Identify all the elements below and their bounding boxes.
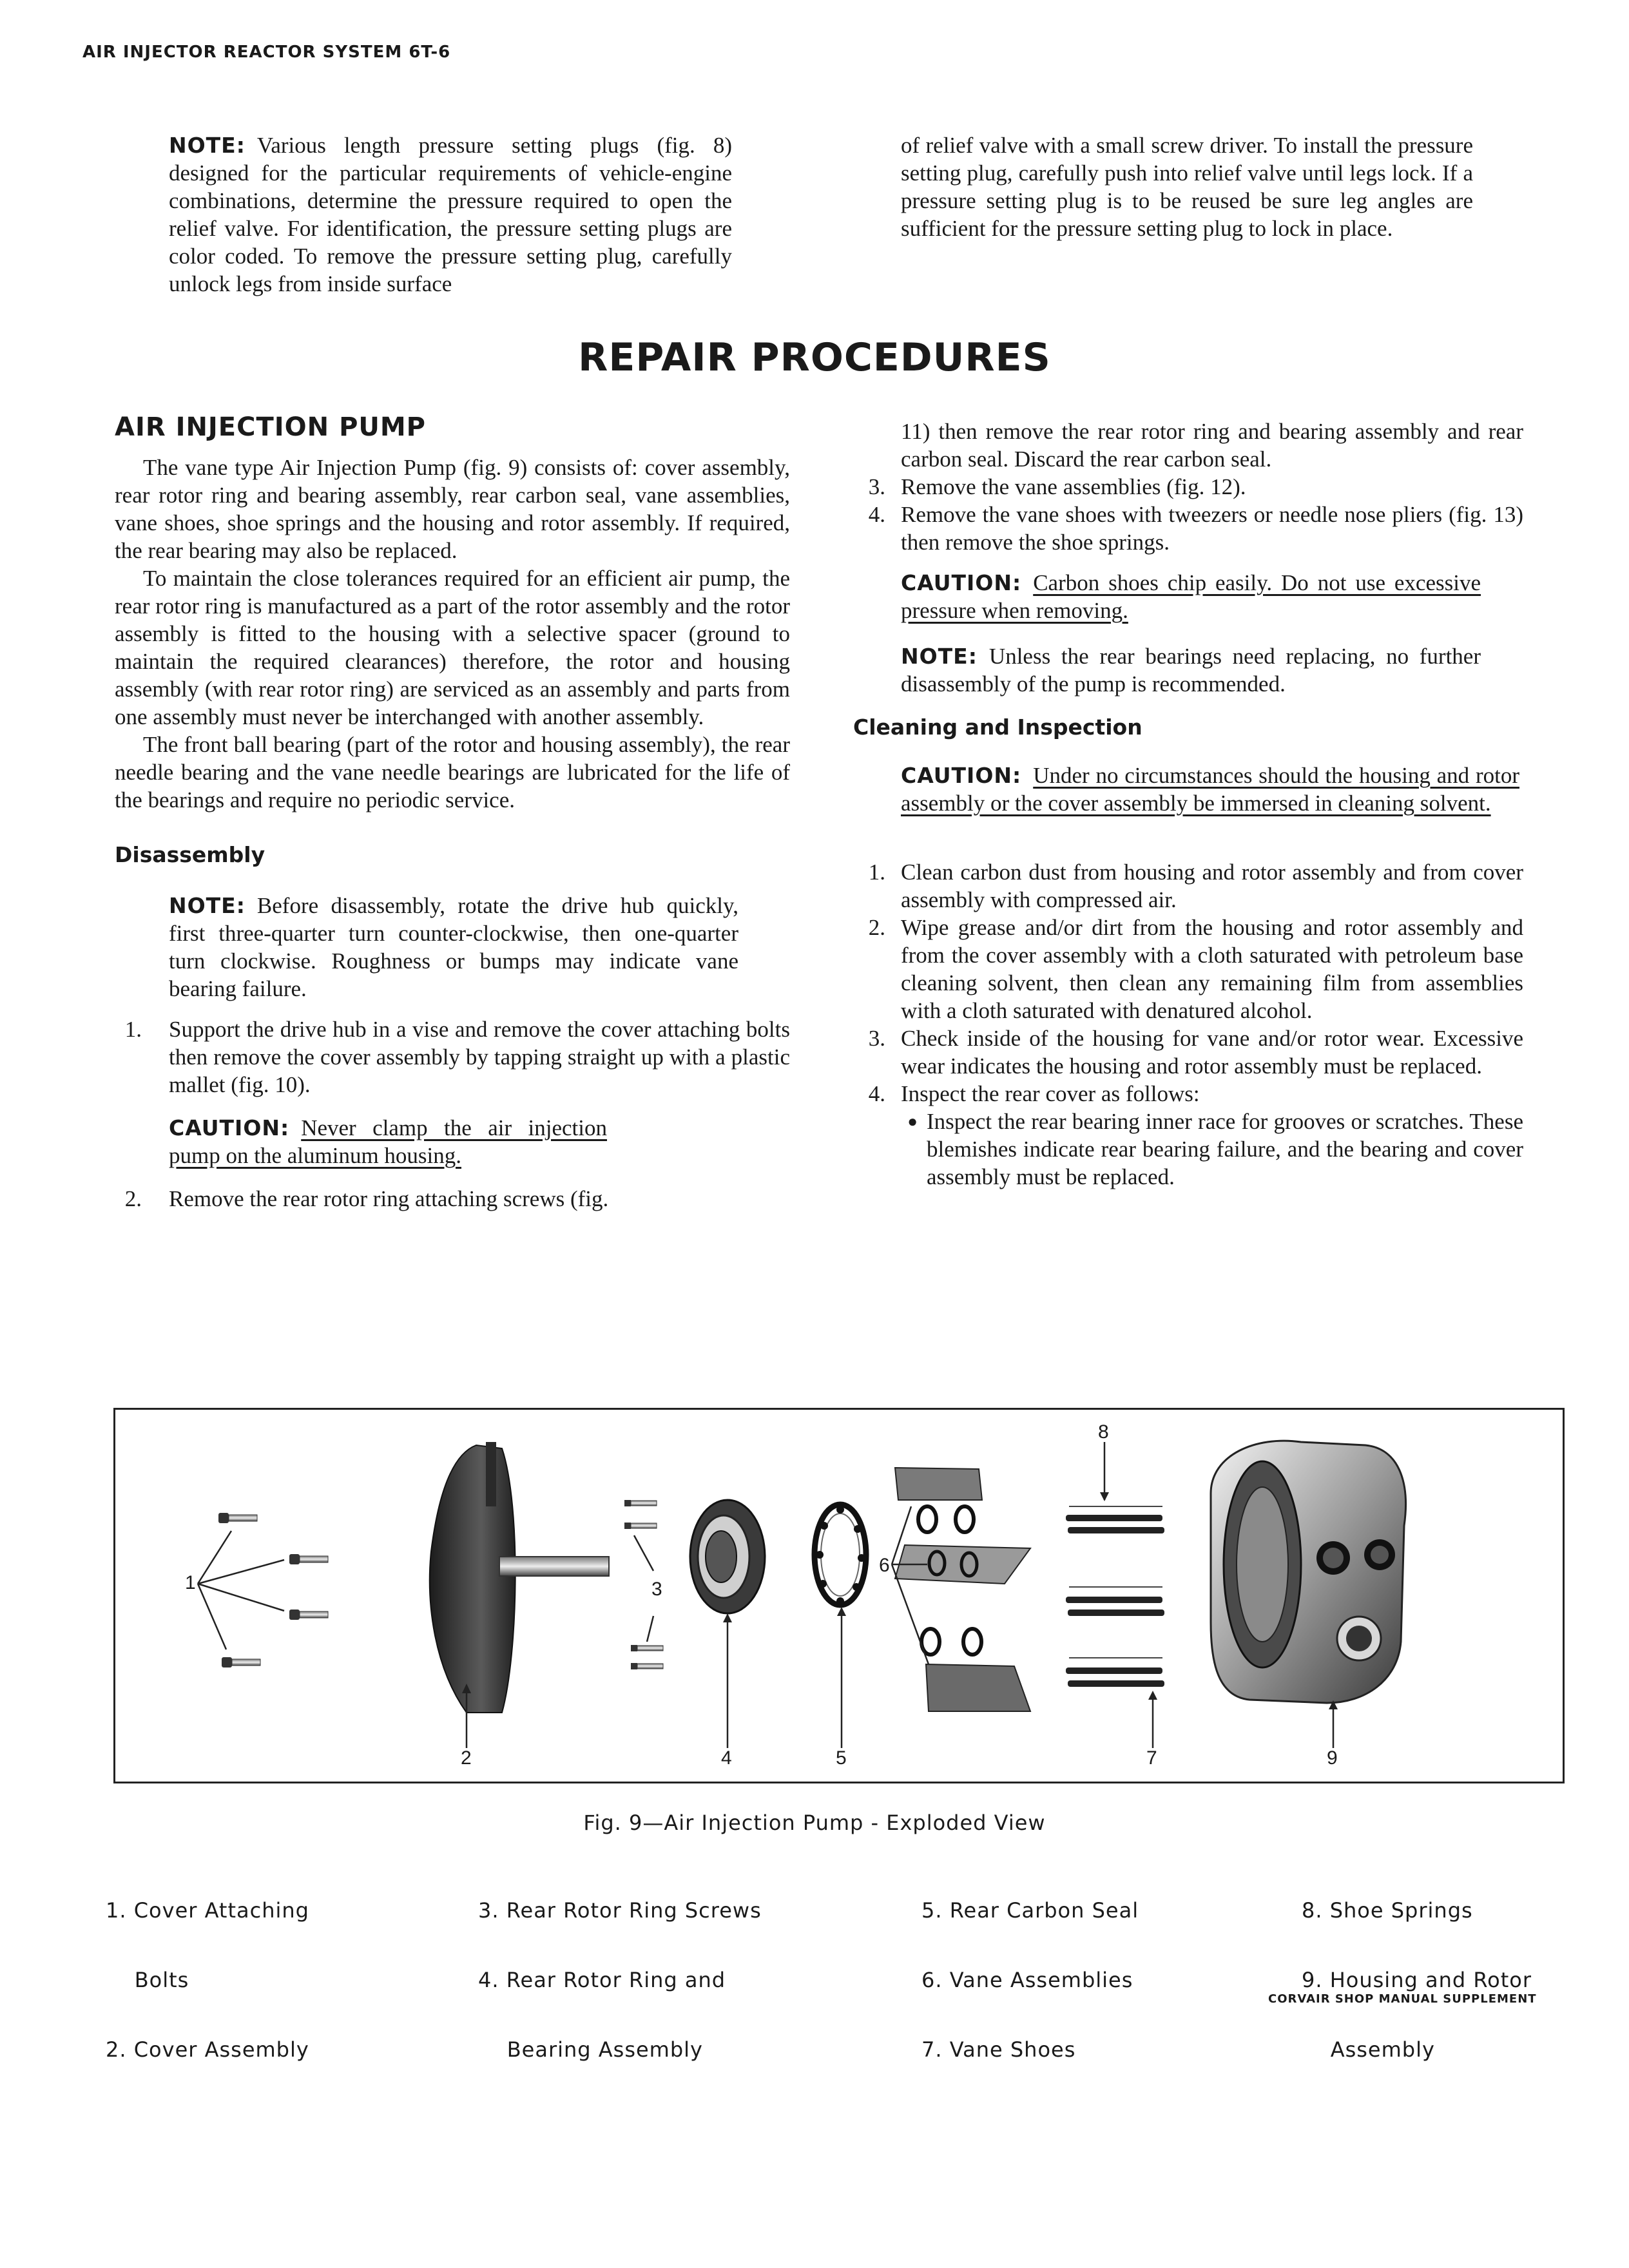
top-note-right-text: of relief valve with a small screw driver. To install the pressure setting plug, carefully push into relief valve until legs lock. If a pressure setting plug is to be reused be sure leg angles are sufficient for the pressure setting plug to lock in place.: [901, 133, 1473, 241]
top-note-left-text: Various length pressure setting plugs (fig. 8) designed for the particular requirements of vehicle-engine combinations, determine the pressure required to open the relief valve. For identification, the pressure setting plugs are color coded. To remove the pressure setting plug, carefully unlock legs from inside surface: [169, 133, 732, 296]
cover-bolts: [198, 1513, 328, 1667]
caution-box: [115, 1114, 607, 1169]
list-number: 4.: [868, 1081, 885, 1106]
figure-frame: [113, 1408, 1565, 1783]
cover-assembly: [430, 1442, 609, 1748]
callout-1: 1: [185, 1572, 196, 1593]
list-item: [853, 1080, 1523, 1108]
list-text: Remove the vane shoes with tweezers or needle nose pliers (fig. 13) then remove the shoe springs.: [901, 502, 1523, 555]
callout-9: 9: [1327, 1747, 1338, 1769]
list-number: 4.: [868, 502, 885, 527]
legend-item: Bearing Assembly: [478, 2037, 703, 2062]
list-number: 3.: [868, 1026, 885, 1051]
list-item: [115, 1015, 790, 1099]
top-note-left: [169, 131, 732, 298]
list-number: 3.: [868, 474, 885, 499]
list-text: Check inside of the housing for vane and/or rotor wear. Excessive wear indicates the housing and rotor assembly must be replaced.: [901, 1026, 1523, 1079]
paragraph: The vane type Air Injection Pump (fig. 9) consists of: cover assembly, rear rotor ring and bearing assembly, rear carbon seal, vane assemblies, vane shoes, shoe springs and the housing and rotor assembly. If required, the rear bearing may also be replaced.: [115, 455, 790, 563]
list-item: [853, 501, 1523, 556]
figure-legend-col-1: [106, 1852, 309, 2084]
carbon-seal: [815, 1504, 866, 1748]
figure-caption: Fig. 9—Air Injection Pump - Exploded View: [583, 1811, 1046, 1835]
list-text: Inspect the rear bearing inner race for grooves or scratches. These blemishes indicate rear bearing failure, and the bearing and cover assembly must be replaced.: [927, 1109, 1523, 1189]
vane-assemblies: [892, 1468, 1030, 1711]
list-text: Support the drive hub in a vise and remove the cover attaching bolts then remove the cover assembly by tapping straight up with a plastic mallet (fig. 10).: [169, 1017, 790, 1097]
list-item: [853, 473, 1523, 501]
right-column: [853, 418, 1523, 1191]
legend-item: 3. Rear Rotor Ring Screws: [478, 1898, 762, 1923]
subsection-title: Cleaning and Inspection: [853, 715, 1142, 740]
left-column: [115, 412, 790, 1213]
note-box: [853, 642, 1481, 698]
list-number: 2.: [124, 1186, 142, 1211]
list-item-continued: [853, 418, 1523, 473]
figure-legend-col-4: [1302, 1852, 1532, 2084]
callout-8: 8: [1098, 1421, 1109, 1443]
list-number: 2.: [868, 915, 885, 940]
list-text: Inspect the rear cover as follows:: [901, 1081, 1200, 1106]
legend-item: 9. Housing and Rotor: [1302, 1968, 1532, 1992]
note-text: Before disassembly, rotate the drive hub quickly, first three-quarter turn counter-clockwise, then one-quarter turn clockwise. Roughness or bumps may indicate vane bearing failure.: [169, 893, 738, 1001]
callout-3: 3: [651, 1579, 662, 1600]
legend-item: 1. Cover Attaching: [106, 1898, 309, 1923]
note-label: NOTE:: [169, 133, 246, 158]
callout-4: 4: [721, 1747, 732, 1769]
list-item: [853, 1024, 1523, 1080]
list-text: Wipe grease and/or dirt from the housing and rotor assembly and from the cover assembly with a cloth saturated with petroleum base cleaning solvent, then clean any remaining film from assemblies with a cloth saturated with denatured alcohol.: [901, 915, 1523, 1023]
subsection-title: Disassembly: [115, 842, 265, 867]
caution-label: CAUTION:: [169, 1115, 290, 1140]
legend-item: Assembly: [1302, 2037, 1435, 2062]
paragraph: The front ball bearing (part of the rotor and housing assembly), the rear needle bearing and the vane needle bearings are lubricated for the life of the bearings and require no periodic service.: [115, 732, 790, 812]
list-text: Remove the vane assemblies (fig. 12).: [901, 474, 1246, 499]
list-number: 1.: [124, 1017, 142, 1042]
list-text: 11) then remove the rear rotor ring and bearing assembly and rear carbon seal. Discard the rear carbon seal.: [901, 419, 1523, 472]
caution-text: Never clamp the air injection pump on the aluminum housing.: [169, 1115, 607, 1168]
figure-legend-col-2: [478, 1852, 762, 2084]
legend-item: 2. Cover Assembly: [106, 2037, 309, 2062]
page-title: REPAIR PROCEDURES: [578, 335, 1051, 380]
callout-5: 5: [836, 1747, 847, 1769]
caution-label: CAUTION:: [901, 570, 1022, 595]
caution-label: CAUTION:: [901, 763, 1022, 788]
bullet-icon: ●: [907, 1112, 918, 1131]
list-text: Clean carbon dust from housing and rotor assembly and from cover assembly with compressed air.: [901, 860, 1523, 912]
footer-text: CORVAIR SHOP MANUAL SUPPLEMENT: [1268, 1992, 1537, 2006]
caution-text: Carbon shoes chip easily. Do not use excessive pressure when removing.: [901, 570, 1481, 623]
legend-item: 5. Rear Carbon Seal: [921, 1898, 1139, 1923]
exploded-view-illustration: [115, 1410, 1563, 1782]
list-item: [853, 914, 1523, 1024]
list-item: [853, 858, 1523, 914]
note-label: NOTE:: [169, 893, 246, 918]
rotor-ring-bearing: [690, 1500, 765, 1748]
list-text: Remove the rear rotor ring attaching screws (fig.: [169, 1186, 609, 1211]
caution-box: [853, 569, 1481, 624]
legend-item: Bolts: [106, 1968, 189, 1992]
list-number: 1.: [868, 860, 885, 885]
legend-item: 4. Rear Rotor Ring and: [478, 1968, 726, 1992]
callout-6: 6: [879, 1555, 890, 1576]
vane-shoes-and-springs: [1066, 1442, 1164, 1748]
paragraph: To maintain the close tolerances required for an efficient air pump, the rear rotor ring is manufactured as a part of the rotor assembly and the rotor assembly is fitted to the housing with a selective spacer (ground to maintain the required clearances) therefore, the rotor and housing assembly (with rear rotor ring) are serviced as an assembly and parts from one assembly must never be interchanged with another assembly.: [115, 566, 790, 729]
legend-item: 6. Vane Assemblies: [921, 1968, 1133, 1992]
callout-2: 2: [461, 1747, 472, 1769]
note-label: NOTE:: [901, 644, 978, 669]
top-note-right: [901, 131, 1473, 242]
legend-item: 8. Shoe Springs: [1302, 1898, 1473, 1923]
list-item: [115, 1185, 790, 1213]
housing-rotor-assembly: [1211, 1441, 1406, 1748]
section-title: AIR INJECTION PUMP: [115, 412, 426, 442]
callout-7: 7: [1146, 1747, 1157, 1769]
disassembly-note: [115, 892, 790, 1003]
caution-box: [853, 762, 1519, 817]
bullet-item: [853, 1108, 1523, 1191]
note-text: Unless the rear bearings need replacing, no further disassembly of the pump is recommended.: [901, 644, 1481, 697]
caution-text: Under no circumstances should the housing and rotor assembly or the cover assembly be immersed in cleaning solvent.: [901, 763, 1519, 816]
figure-legend-col-3: [921, 1852, 1139, 2084]
legend-item: 7. Vane Shoes: [921, 2037, 1076, 2062]
running-head: AIR INJECTOR REACTOR SYSTEM 6T-6: [82, 43, 451, 62]
